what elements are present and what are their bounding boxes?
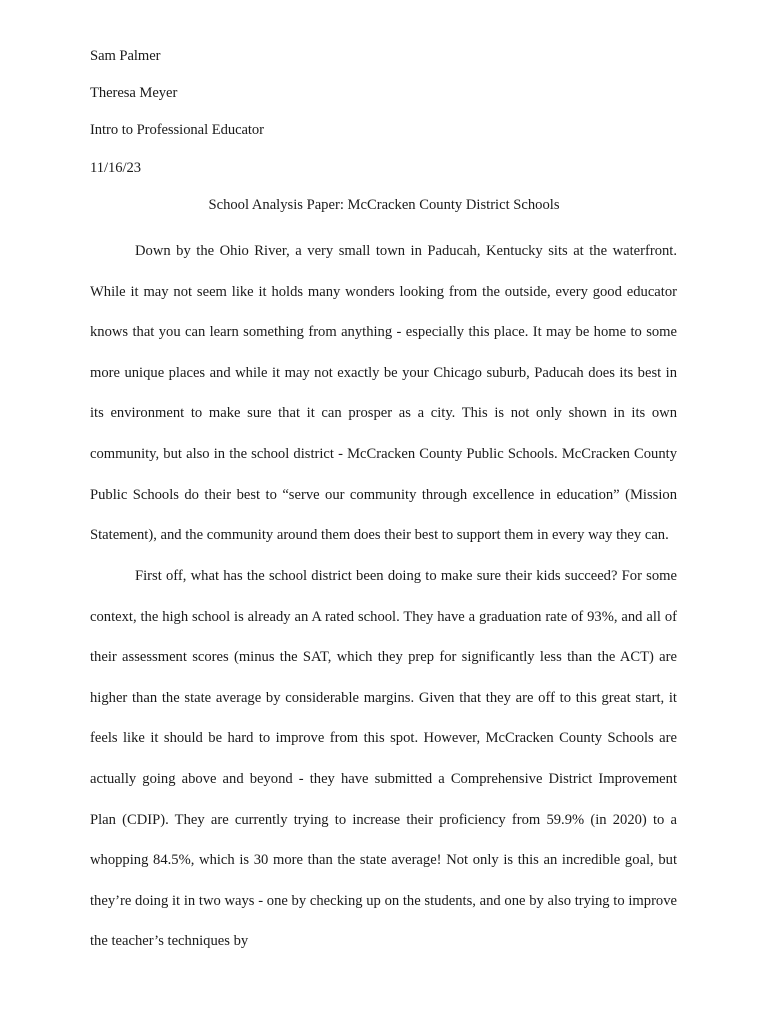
body-paragraph-2: First off, what has the school district been doing to make sure their kids succeed? For some context, the high school is already an A rated school. They have a graduation rate of 93%, and all of their assessment scores (minus the SAT, which they prep for significantly less than the ACT) are higher than the state average by considerable margins. Given that they are off to this great start, it feels like it should be hard to improve from this spot. However, McCracken County Schools are actually going above and beyond - they have submitted a Comprehensive District Improvement Plan (CDIP). They are currently trying to increase their proficiency from 59.9% (in 2020) to a whopping 84.5%, which is 30 more than the state average! Not only is this an incredible goal, but they’re doing it in two ways - one by checking up on the students, and one by also trying to improve the teacher’s techniques by: [90, 568, 677, 950]
body-paragraph-1: Down by the Ohio River, a very small town in Paducah, Kentucky sits at the waterfront. While it may not seem like it holds many wonders looking from the outside, every good educator knows that you can learn something from anything - especially this place. It may be home to some more unique places and while it may not exactly be your Chicago suburb, Paducah does its best in its environment to make sure that it can prosper as a city. This is not only shown in its own community, but also in the school district - McCracken County Public Schools. McCracken County Public Schools do their best to “serve our community through excellence in education” (Mission Statement), and the community around them does their best to support them in every way they can.: [90, 243, 677, 544]
student-name: Sam Palmer: [90, 48, 161, 64]
paper-title: School Analysis Paper: McCracken County District Schools: [208, 197, 560, 213]
instructor-name: Theresa Meyer: [90, 85, 178, 101]
document-date: 11/16/23: [90, 160, 141, 176]
course-name: Intro to Professional Educator: [90, 122, 264, 138]
